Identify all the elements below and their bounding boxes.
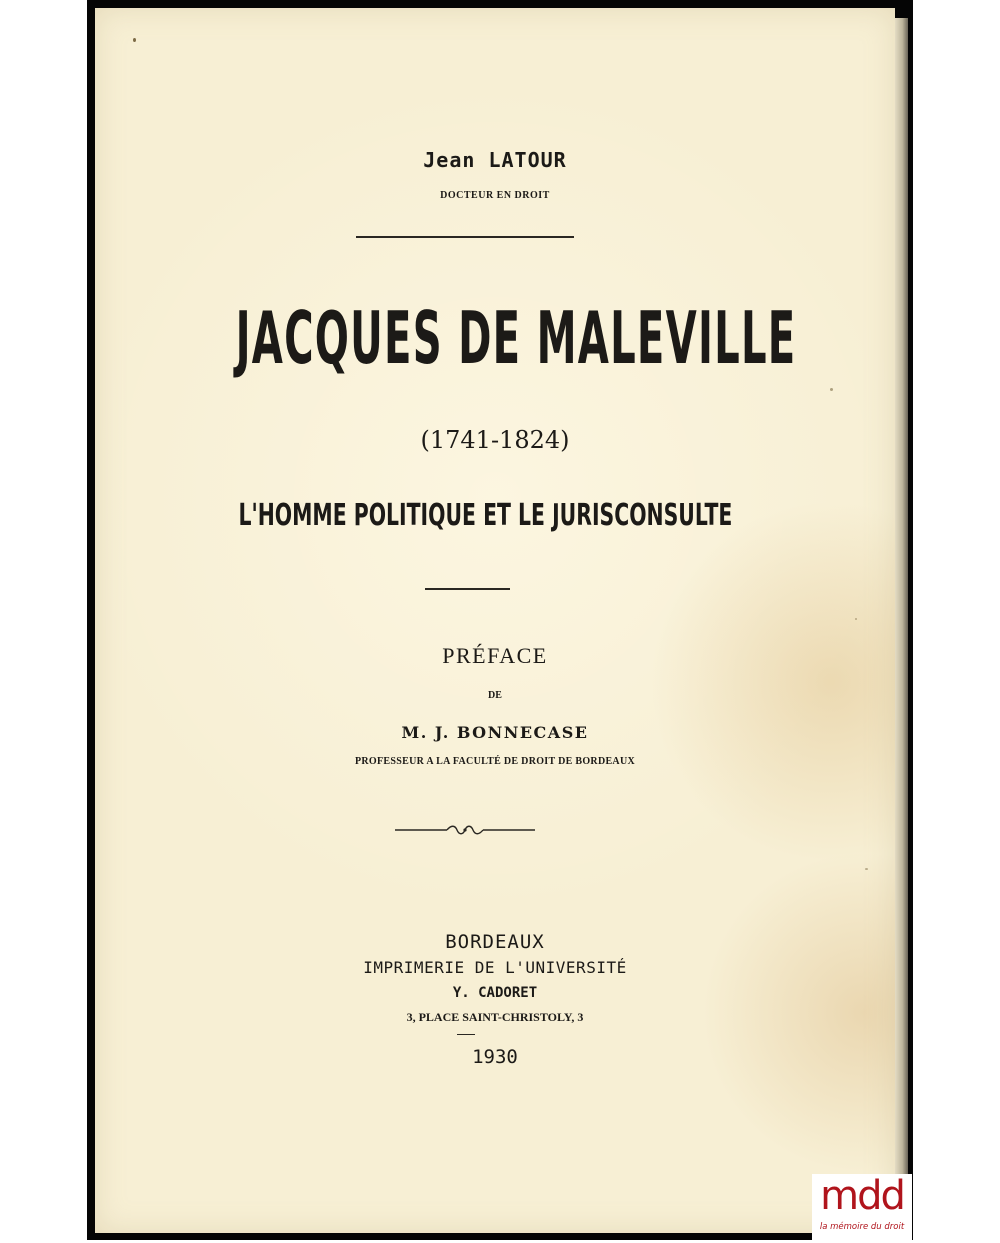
divider-rule [425,588,510,590]
mdd-logo-icon [812,1174,912,1240]
book-title: JACQUES DE MALEVILLE [235,296,797,380]
logo-caption: la mémoire du droit [819,1222,905,1232]
preface-author-title: PROFESSEUR A LA FACULTÉ DE DROIT DE BORDEAUX [354,756,636,767]
ornamental-rule-icon [395,822,535,838]
author-title: DOCTEUR EN DROIT [440,190,550,201]
publication-year: 1930 [472,1046,518,1068]
publisher-city: BORDEAUX [445,931,545,953]
book-years: (1741-1824) [420,426,570,454]
small-dash-rule [457,1034,475,1035]
preface-author: M. J. BONNECASE [401,723,589,742]
printer-name: Y. CADORET [452,985,538,1001]
book-title-page [95,8,895,1233]
author-name: Jean LATOUR [423,148,567,172]
divider-rule [356,236,574,238]
publisher-name: IMPRIMERIE DE L'UNIVERSITÉ [363,958,627,977]
paper-speck [855,618,857,620]
paper-speck [133,38,136,42]
paper-speck [830,388,833,391]
book-subtitle: L'HOMME POLITIQUE ET LE JURISCONSULTE [238,498,733,533]
preface-de: DE [488,690,502,701]
publisher-address: 3, PLACE SAINT-CHRISTOLY, 3 [406,1010,584,1024]
title-page-content [95,8,895,1233]
preface-label: PRÉFACE [442,643,548,668]
logo-text: mdd [820,1173,904,1219]
paper-speck [865,868,868,870]
